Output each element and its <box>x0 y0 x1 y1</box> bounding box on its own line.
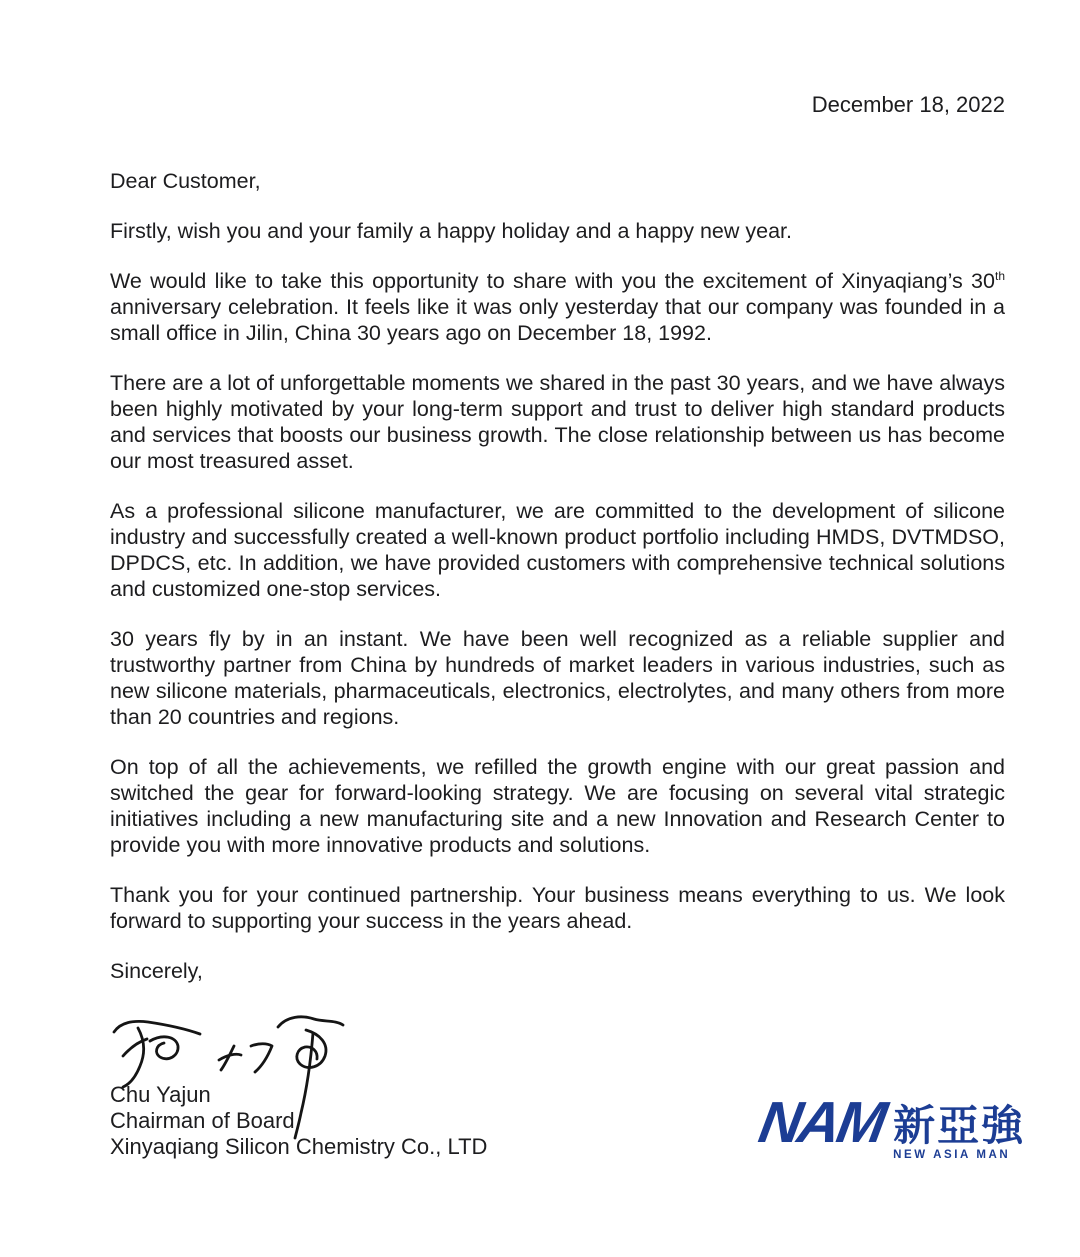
signatory-company: Xinyaqiang Silicon Chemistry Co., LTD <box>110 1134 488 1159</box>
logo-chinese-text: 新亞強 <box>893 1102 1026 1149</box>
company-logo <box>754 1090 1026 1162</box>
paragraph-recognition: 30 years fly by in an instant. We have been well recognized as a reliable supplier and trustworthy partner from China by hundreds of market leaders in various industries, such as new silicone materials, pharmaceuticals, electronics, electrolytes, and many others from more than 20 countries and regions. <box>110 627 1005 729</box>
letter-date: December 18, 2022 <box>811 92 1005 117</box>
signatory-name: Chu Yajun <box>110 1082 211 1107</box>
logo-acronym: NAM <box>754 1090 889 1155</box>
paragraph-anniversary-start: We would like to take this opportunity to share with you the excitement of Xinyaqiang’s 30 <box>110 269 995 293</box>
paragraph-strategy: On top of all the achievements, we refilled the growth engine with our great passion and switched the gear for forward-looking strategy. We are focusing on several vital strategic initiatives including a new manufacturing site and a new Innovation and Research Center to provide you with more innovative products and solutions. <box>110 755 1005 857</box>
paragraph-anniversary-end: anniversary celebration. It feels like it was only yesterday that our company was founded in a small office in Jilin, China 30 years ago on December 18, 1992. <box>110 295 1005 345</box>
paragraph-greeting: Firstly, wish you and your family a happy holiday and a happy new year. <box>110 219 792 243</box>
signatory-title: Chairman of Board <box>110 1108 295 1133</box>
paragraph-moments: There are a lot of unforgettable moments we shared in the past 30 years, and we have always been highly motivated by your long-term support and trust to deliver high standard products and services that boosts our business growth. The close relationship between us has become our most treasured asset. <box>110 371 1005 473</box>
closing: Sincerely, <box>110 959 203 983</box>
logo-right-block <box>893 1104 1025 1162</box>
superscript-th: th <box>994 268 1005 283</box>
paragraph-thanks: Thank you for your continued partnership. Your business means everything to us. We look forward to supporting your success in the years ahead. <box>110 883 1005 933</box>
salutation: Dear Customer, <box>110 169 261 193</box>
paragraph-anniversary <box>110 268 1005 346</box>
logo-subtext: NEW ASIA MAN <box>893 1149 1011 1161</box>
paragraph-products: As a professional silicone manufacturer, we are committed to the development of silicone industry and successfully created a well-known product portfolio including HMDS, DVTMDSO, DPDCS, etc. In addition, we have provided customers with comprehensive technical solutions and customized one-stop services. <box>110 499 1005 601</box>
